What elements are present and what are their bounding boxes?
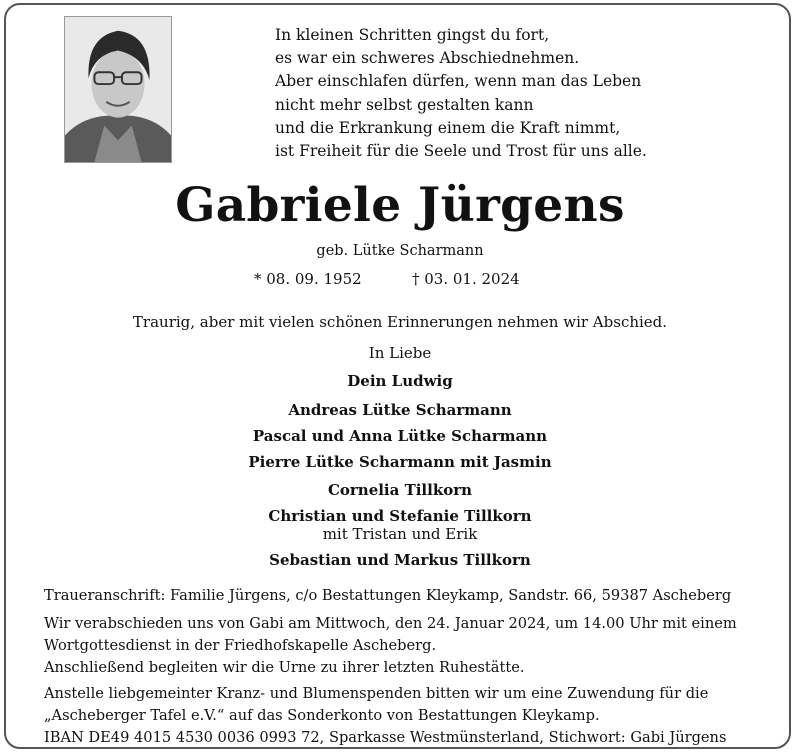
- donation-line: IBAN DE49 4015 4530 0036 0993 72, Sparkasse Westmünsterland, Stichwort: Gabi Jürgens: [44, 729, 727, 746]
- mourner: Pierre Lütke Scharmann mit Jasmin: [248, 453, 552, 471]
- poem: [275, 24, 647, 163]
- deceased-name: Gabriele Jürgens: [175, 178, 625, 233]
- mourner: Andreas Lütke Scharmann: [288, 401, 512, 419]
- poem-line: Aber einschlafen dürfen, wenn man das Leben: [275, 72, 642, 91]
- mourner: Cornelia Tillkorn: [327, 481, 473, 499]
- birth-name: geb. Lütke Scharmann: [316, 243, 484, 259]
- donation-line: „Ascheberger Tafel e.V.“ auf das Sonderkonto von Bestattungen Kleykamp.: [44, 707, 600, 724]
- portrait-photo: [64, 16, 172, 163]
- birth-date: * 08. 09. 1952: [254, 270, 362, 288]
- donation-info: [44, 683, 726, 749]
- poem-line: und die Erkrankung einem die Kraft nimmt,: [275, 118, 621, 137]
- poem-line: In kleinen Schritten gingst du fort,: [275, 26, 550, 44]
- mourner: Pascal und Anna Lütke Scharmann: [252, 427, 548, 445]
- in-love-text: In Liebe: [368, 344, 432, 362]
- farewell-text: Traurig, aber mit vielen schönen Erinnerungen nehmen wir Abschied.: [132, 313, 668, 331]
- poem-line: nicht mehr selbst gestalten kann: [275, 95, 534, 114]
- mourner: Christian und Stefanie Tillkorn: [268, 507, 532, 525]
- death-date: † 03. 01. 2024: [412, 270, 520, 288]
- poem-line: es war ein schweres Abschiednehmen.: [275, 49, 580, 68]
- mourner: Dein Ludwig: [347, 372, 453, 390]
- service-line: Wortgottesdienst in der Friedhofskapelle Ascheberg.: [44, 637, 437, 654]
- mourning-address: Traueranschrift: Familie Jürgens, c/o Bestattungen Kleykamp, Sandstr. 66, 59387 Ascheberg: [44, 587, 732, 604]
- service-info: [44, 613, 737, 679]
- mourner: Sebastian und Markus Tillkorn: [269, 551, 531, 569]
- service-line: Wir verabschieden uns von Gabi am Mittwoch, den 24. Januar 2024, um 14.00 Uhr mit einem: [44, 615, 737, 632]
- mourner-sub: mit Tristan und Erik: [322, 525, 478, 543]
- poem-line: ist Freiheit für die Seele und Trost für uns alle.: [275, 141, 647, 160]
- donation-line: Anstelle liebgemeinter Kranz- und Blumenspenden bitten wir um eine Zuwendung für die: [44, 685, 709, 702]
- service-line: Anschließend begleiten wir die Urne zu ihrer letzten Ruhestätte.: [44, 659, 525, 676]
